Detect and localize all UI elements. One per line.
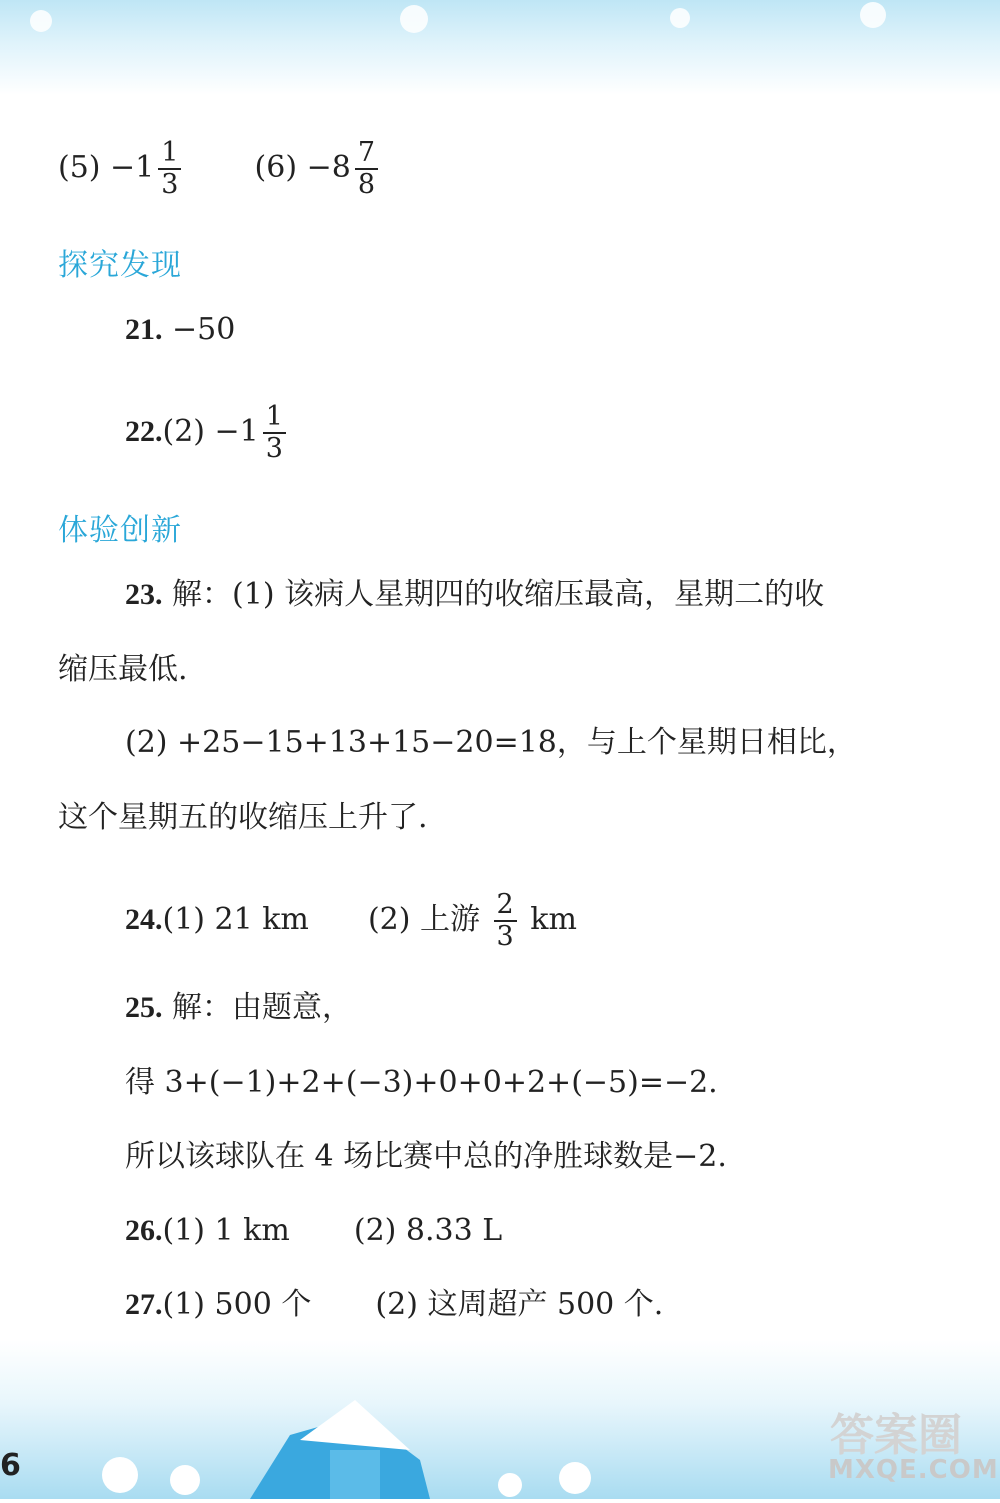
question-25-ans: 所以该球队在 4 场比赛中总的净胜球数是−2. bbox=[125, 1139, 727, 1174]
svg-text:答案圈: 答案圈 bbox=[830, 1410, 962, 1461]
question-26: 26.(1) 1 km (2) 8.33 L bbox=[125, 1213, 503, 1248]
page-number: 6 bbox=[0, 1448, 21, 1483]
fraction: $\frac{1}{3}$ bbox=[158, 138, 181, 200]
question-22: 22.(2) −1 $\frac{1}{3}$ bbox=[125, 402, 290, 464]
fraction: $\frac{2}{3}$ bbox=[494, 890, 517, 952]
question-21: 21. −50 bbox=[125, 312, 236, 347]
fraction: $\frac{1}{3}$ bbox=[263, 402, 286, 464]
question-24: 24.(1) 21 km (2) 上游 $\frac{2}{3}$ km bbox=[125, 889, 577, 952]
top-decoration bbox=[0, 0, 1000, 95]
snowflake-icon bbox=[30, 10, 52, 32]
snowflake-icon bbox=[400, 5, 428, 33]
line-5-6: (5) −1 $\frac{1}{3}$ (6) −8 $\frac{7}{8}$ bbox=[58, 138, 382, 200]
question-23-cont: 缩压最低. bbox=[58, 652, 188, 687]
question-25-eq: 得 3+(−1)+2+(−3)+0+0+2+(−5)=−2. bbox=[125, 1065, 718, 1100]
question-23-part2: (2) +25−15+13+15−20=18，与上个星期日相比， bbox=[125, 725, 857, 760]
section-heading: 体验创新 bbox=[58, 513, 182, 548]
question-23: 23. 解：(1) 该病人星期四的收缩压最高，星期二的收 bbox=[125, 577, 825, 612]
question-23-part2-cont: 这个星期五的收缩压上升了. bbox=[58, 800, 428, 835]
question-25: 25. 解：由题意， bbox=[125, 990, 353, 1025]
fraction: $\frac{7}{8}$ bbox=[355, 138, 378, 200]
question-27: 27.(1) 500 个 (2) 这周超产 500 个. bbox=[125, 1287, 664, 1322]
section-heading: 探究发现 bbox=[58, 248, 182, 283]
snowflake-icon bbox=[860, 2, 886, 28]
snowflake-icon bbox=[670, 8, 690, 28]
watermark-text: MXQE.COM bbox=[828, 1455, 999, 1485]
